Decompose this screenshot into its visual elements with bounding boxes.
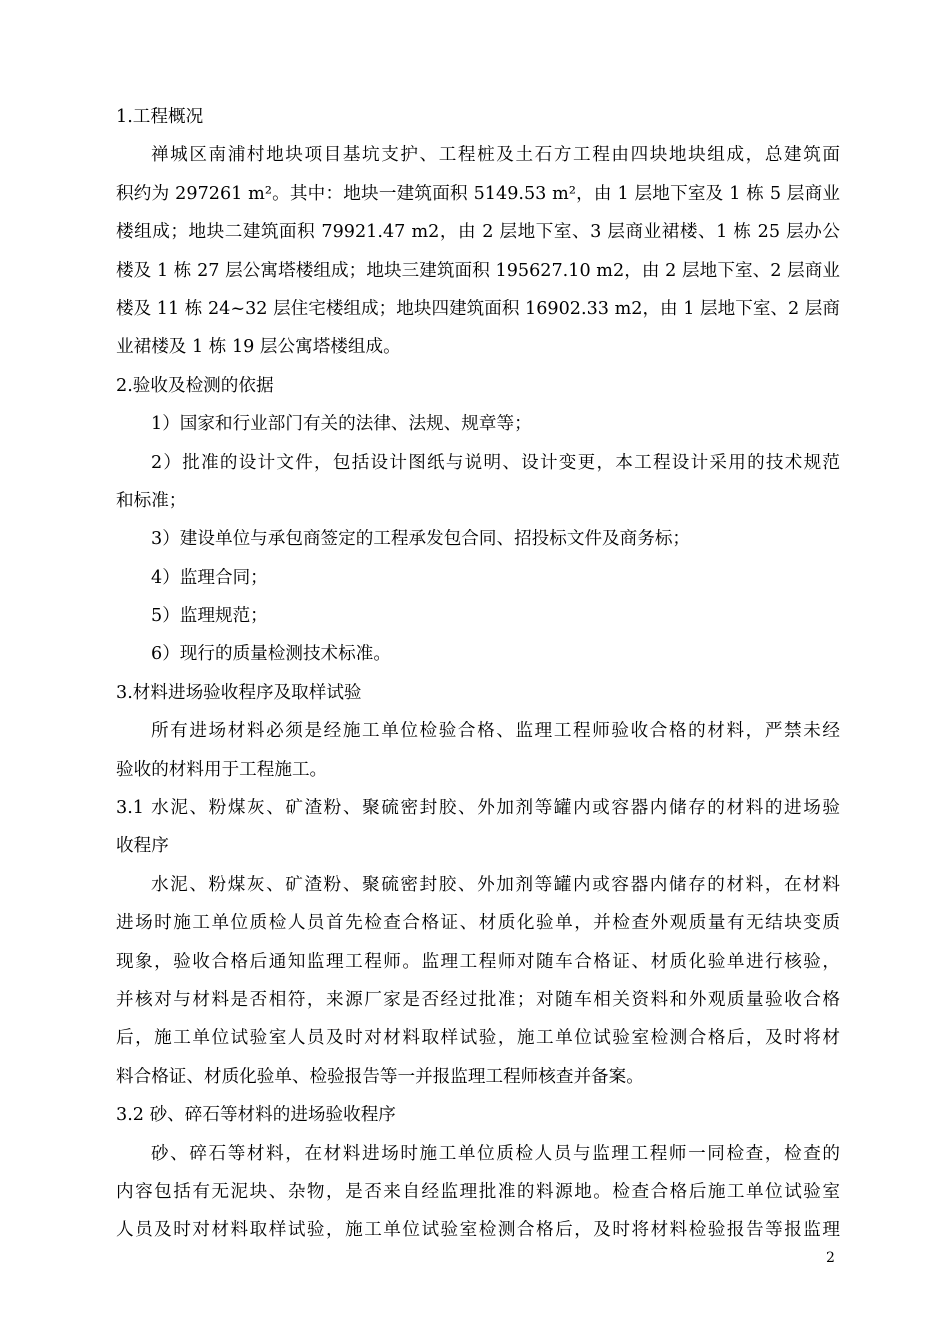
subsection-heading: 收程序 — [116, 836, 169, 857]
section-heading: 2.验收及检测的依据 — [116, 375, 274, 396]
list-item: 1）国家和行业部门有关的法律、法规、规章等； — [151, 414, 532, 435]
paragraph-line: 业裙楼及 1 栋 19 层公寓塔楼组成。 — [116, 337, 401, 358]
paragraph-line: 楼及 11 栋 24~32 层住宅楼组成；地块四建筑面积 16902.33 m2，由 1 层地下室、2 层商 — [116, 298, 840, 319]
list-item: 4）监理合同； — [151, 567, 268, 588]
paragraph-line: 水泥、粉煤灰、矿渣粉、聚硫密封胶、外加剂等罐内或容器内储存的材料，在材料 — [151, 874, 840, 895]
paragraph-line: 后，施工单位试验室人员及时对材料取样试验，施工单位试验室检测合格后，及时将材 — [116, 1028, 840, 1049]
document-body — [116, 98, 840, 1250]
paragraph-line: 积约为 297261 m²。其中：地块一建筑面积 5149.53 m²，由 1 层地下室及 1 栋 5 层商业 — [116, 183, 840, 204]
paragraph-line: 并核对与材料是否相符，来源厂家是否经过批准；对随车相关资料和外观质量验收合格 — [116, 989, 840, 1010]
paragraph-line: 楼组成；地块二建筑面积 79921.47 m2，由 2 层地下室、3 层商业裙楼、1 栋 25 层办公 — [116, 222, 840, 243]
paragraph-line: 所有进场材料必须是经施工单位检验合格、监理工程师验收合格的材料，严禁未经 — [151, 721, 840, 742]
subsection-heading: 3.1 水泥、粉煤灰、矿渣粉、聚硫密封胶、外加剂等罐内或容器内储存的材料的进场验 — [116, 798, 840, 819]
list-item: 6）现行的质量检测技术标准。 — [151, 644, 391, 665]
paragraph-line: 人员及时对材料取样试验，施工单位试验室检测合格后，及时将材料检验报告等报监理 — [116, 1220, 840, 1241]
paragraph-line: 禅城区南浦村地块项目基坑支护、工程桩及土石方工程由四块地块组成，总建筑面 — [151, 145, 840, 166]
list-item: 3）建设单位与承包商签定的工程承发包合同、招投标文件及商务标； — [151, 529, 691, 550]
list-item: 5）监理规范； — [151, 606, 268, 627]
paragraph-line: 现象，验收合格后通知监理工程师。监理工程师对随车合格证、材质化验单进行核验， — [116, 951, 840, 972]
paragraph-line: 楼及 1 栋 27 层公寓塔楼组成；地块三建筑面积 195627.10 m2，由 2 层地下室、2 层商业 — [116, 260, 840, 281]
subsection-heading: 3.2 砂、碎石等材料的进场验收程序 — [116, 1105, 396, 1126]
paragraph-line: 进场时施工单位质检人员首先检查合格证、材质化验单，并检查外观质量有无结块变质 — [116, 913, 840, 934]
page-number: 2 — [826, 1250, 835, 1266]
section-heading: 1.工程概况 — [116, 107, 204, 127]
section-heading: 3.材料进场验收程序及取样试验 — [116, 682, 362, 703]
paragraph-line: 验收的材料用于工程施工。 — [116, 759, 328, 780]
list-item-continuation: 和标准； — [116, 490, 187, 511]
paragraph-line: 内容包括有无泥块、杂物，是否来自经监理批准的料源地。检查合格后施工单位试验室 — [116, 1181, 840, 1202]
list-item: 2）批准的设计文件，包括设计图纸与说明、设计变更，本工程设计采用的技术规范 — [151, 452, 840, 473]
paragraph-line: 料合格证、材质化验单、检验报告等一并报监理工程师核查并备案。 — [116, 1066, 644, 1087]
paragraph-line: 砂、碎石等材料，在材料进场时施工单位质检人员与监理工程师一同检查，检查的 — [151, 1143, 840, 1164]
